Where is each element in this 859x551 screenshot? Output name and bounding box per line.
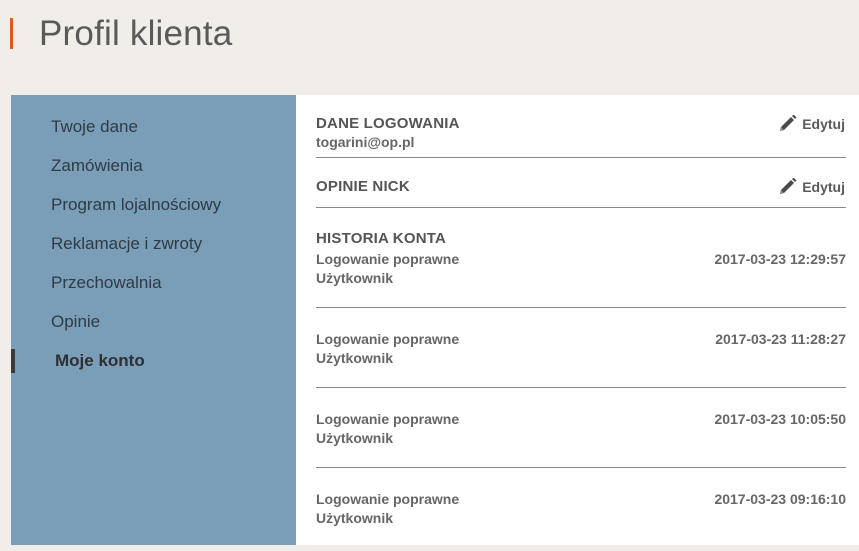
history-user: Użytkownik [316, 430, 394, 446]
sidebar-item-reklamacje[interactable]: Reklamacje i zwroty [51, 234, 203, 253]
page-title: Profil klienta [39, 14, 233, 53]
sidebar-item-twoje-dane[interactable]: Twoje dane [51, 117, 138, 136]
history-event: Logowanie poprawne [316, 331, 460, 347]
sidebar-item-program-lojalnosciowy[interactable]: Program lojalnościowy [51, 195, 222, 214]
history-entry [296, 331, 859, 391]
history-event: Logowanie poprawne [316, 491, 460, 507]
history-entry [296, 411, 859, 471]
sidebar-item-opinie[interactable]: Opinie [51, 312, 101, 331]
divider [316, 307, 846, 308]
history-user: Użytkownik [316, 510, 394, 526]
history-entry [296, 251, 859, 311]
edit-login-button[interactable] [778, 115, 845, 133]
account-content [296, 95, 859, 545]
history-time: 2017-03-23 12:29:57 [714, 251, 846, 267]
divider [316, 387, 846, 388]
nick-section-title: OPINIE NICK [316, 178, 410, 195]
history-event: Logowanie poprawne [316, 411, 460, 427]
divider [316, 467, 846, 468]
pencil-icon [778, 115, 798, 133]
history-time: 2017-03-23 09:16:10 [714, 491, 846, 507]
history-section-title: HISTORIA KONTA [316, 230, 447, 247]
sidebar [11, 95, 296, 545]
page-header [0, 0, 859, 95]
divider [316, 207, 846, 208]
login-email: togarini@op.pl [316, 134, 415, 150]
sidebar-item-moje-konto[interactable]: Moje konto [55, 351, 145, 370]
history-event: Logowanie poprawne [316, 251, 460, 267]
active-item-marker [11, 349, 15, 373]
history-user: Użytkownik [316, 270, 394, 286]
login-section-title: DANE LOGOWANIA [316, 115, 460, 132]
title-accent-bar [10, 18, 13, 49]
pencil-icon [778, 178, 798, 196]
history-user: Użytkownik [316, 350, 394, 366]
history-time: 2017-03-23 11:28:27 [715, 331, 846, 347]
history-entry [296, 491, 859, 551]
sidebar-item-przechowalnia[interactable]: Przechowalnia [51, 273, 162, 292]
history-time: 2017-03-23 10:05:50 [714, 411, 846, 427]
edit-nick-button[interactable] [778, 178, 845, 196]
edit-nick-label: Edytuj [802, 179, 845, 195]
divider [316, 157, 846, 158]
sidebar-item-zamowienia[interactable]: Zamówienia [51, 156, 143, 175]
edit-login-label: Edytuj [802, 116, 845, 132]
